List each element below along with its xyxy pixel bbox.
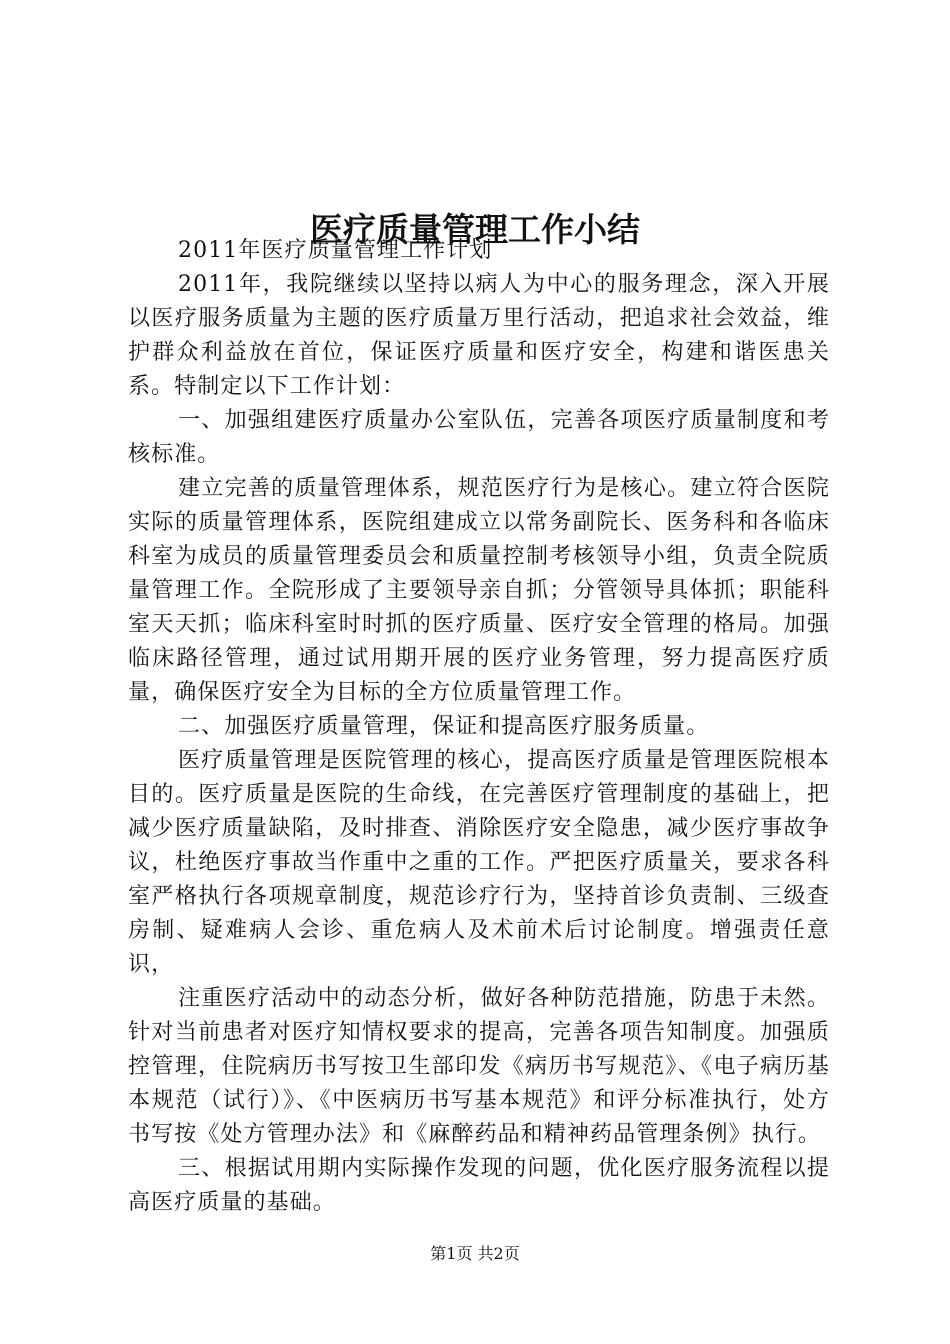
- page-number-footer: 第1页 共2页: [430, 1244, 520, 1263]
- section-2-paragraph-1: 医疗质量管理是医院管理的核心，提高医疗质量是管理医院根本目的。医疗质量是医院的生命线，在完善医疗管理制度的基础上，把减少医疗质量缺陷，及时排查、消除医疗安全隐患，减少医疗事故争议，杜绝医疗事故当作重中之重的工作。严把医疗质量关，要求各科室严格执行各项规章制度，规范诊疗行为，坚持首诊负责制、三级查房制、疑难病人会诊、重危病人及术前术后讨论制度。增强责任意识，: [128, 748, 830, 977]
- section-1-paragraph: 建立完善的质量管理体系，规范医疗行为是核心。建立符合医院实际的质量管理体系，医院组建成立以常务副院长、医务科和各临床科室为成员的质量管理委员会和质量控制考核领导小组，负责全院质量管理工作。全院形成了主要领导亲自抓；分管领导具体抓；职能科室天天抓；临床科室时时抓的医疗质量、医疗安全管理的格局。加强临床路径管理，通过试用期开展的医疗业务管理，努力提高医疗质量，确保医疗安全为目标的全方位质量管理工作。: [128, 476, 830, 705]
- section-heading-3: 三、根据试用期内实际操作发现的问题，优化医疗服务流程以提高医疗质量的基础。: [128, 1156, 830, 1215]
- document-title: 医疗质量管理工作小结: [310, 210, 640, 250]
- section-2-paragraph-2: 注重医疗活动中的动态分析，做好各种防范措施，防患于未然。针对当前患者对医疗知情权要求的提高，完善各项告知制度。加强质控管理，住院病历书写按卫生部印发《病历书写规范》、《电子病历基本规范（试行）》、《中医病历书写基本规范》和评分标准执行，处方书写按《处方管理办法》和《麻醉药品和精神药品管理条例》执行。: [128, 986, 830, 1147]
- document-body: [128, 234, 830, 1220]
- section-heading-1: 一、加强组建医疗质量办公室队伍，完善各项医疗质量制度和考核标准。: [128, 408, 830, 467]
- intro-paragraph: 2011年，我院继续以坚持以病人为中心的服务理念，深入开展以医疗服务质量为主题的医疗质量万里行活动，把追求社会效益，维护群众利益放在首位，保证医疗质量和医疗安全，构建和谐医患关系。特制定以下工作计划：: [128, 272, 830, 399]
- section-heading-2: 二、加强医疗质量管理，保证和提高医疗服务质量。: [178, 714, 710, 739]
- plan-subtitle: 2011年医疗质量管理工作计划: [178, 238, 493, 263]
